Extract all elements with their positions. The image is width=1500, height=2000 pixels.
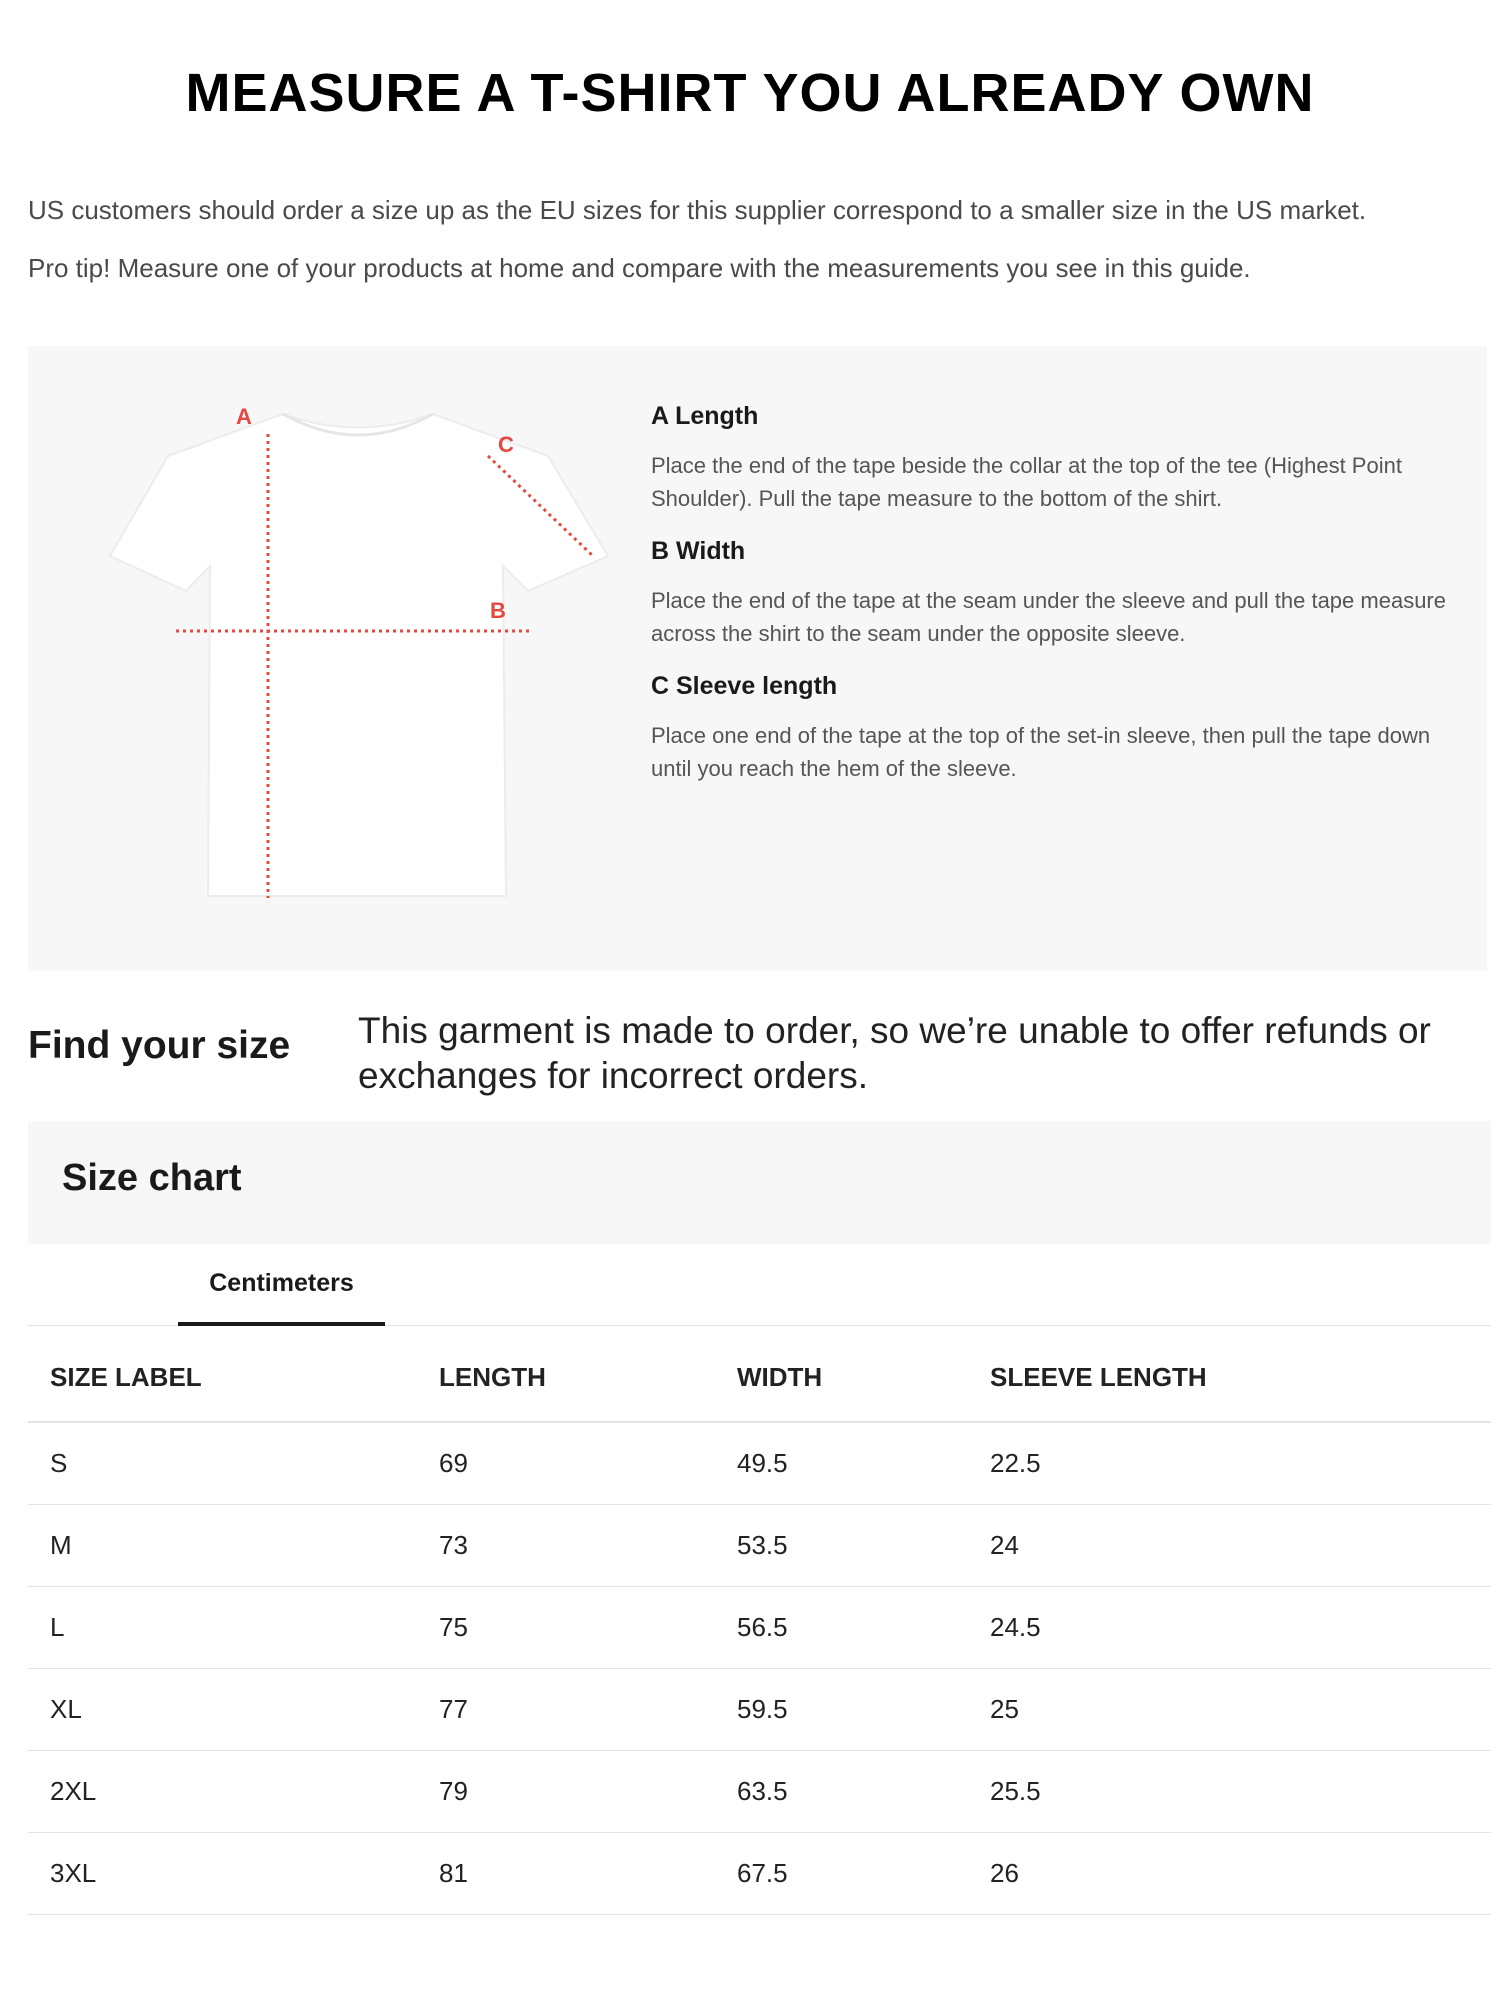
column-header-sleeve-length: SLEEVE LENGTH: [990, 1326, 1491, 1422]
cell-width: 63.5: [737, 1750, 990, 1832]
unit-tabs: [28, 1244, 1491, 1326]
tshirt-shape: [110, 414, 608, 896]
cell-width: 67.5: [737, 1832, 990, 1914]
size-chart-title: Size chart: [62, 1157, 242, 1199]
table-row: [28, 1422, 1491, 1504]
column-header-size-label: SIZE LABEL: [28, 1326, 439, 1422]
us-customers-note: US customers should order a size up as the EU sizes for this supplier correspond to a smaller size in the US market.: [28, 195, 1367, 225]
cell-size-label: 2XL: [28, 1750, 439, 1832]
cell-length: 75: [439, 1586, 737, 1668]
cell-sleeve-length: 22.5: [990, 1422, 1491, 1504]
label-c: C: [498, 432, 514, 457]
cell-width: 49.5: [737, 1422, 990, 1504]
sleeve-length-heading: C Sleeve length: [651, 672, 838, 700]
made-to-order-notice: This garment is made to order, so we’re unable to offer refunds or exchanges for incorrect orders.: [358, 1010, 1431, 1096]
column-header-length: LENGTH: [439, 1326, 737, 1422]
cell-width: 56.5: [737, 1586, 990, 1668]
cell-length: 77: [439, 1668, 737, 1750]
column-header-width: WIDTH: [737, 1326, 990, 1422]
cell-sleeve-length: 25: [990, 1668, 1491, 1750]
measurement-instructions: [651, 402, 1451, 807]
find-your-size-heading: Find your size: [28, 1024, 291, 1067]
table-row: [28, 1504, 1491, 1586]
cell-length: 69: [439, 1422, 737, 1504]
cell-size-label: M: [28, 1504, 439, 1586]
label-a: A: [236, 404, 252, 429]
table-header-row: [28, 1326, 1491, 1422]
length-description: Place the end of the tape beside the collar at the top of the tee (Highest Point Shoulder). Pull the tape measure to the bottom of the shirt.: [651, 453, 1402, 511]
table-row: [28, 1750, 1491, 1832]
label-b: B: [490, 598, 506, 623]
table-row: [28, 1668, 1491, 1750]
tab-centimeters[interactable]: Centimeters: [178, 1244, 385, 1326]
cell-sleeve-length: 24: [990, 1504, 1491, 1586]
cell-size-label: 3XL: [28, 1832, 439, 1914]
page-title: MEASURE A T-SHIRT YOU ALREADY OWN: [185, 63, 1315, 123]
cell-size-label: L: [28, 1586, 439, 1668]
length-heading: A Length: [651, 402, 759, 430]
cell-size-label: XL: [28, 1668, 439, 1750]
cell-size-label: S: [28, 1422, 439, 1504]
cell-width: 53.5: [737, 1504, 990, 1586]
width-heading: B Width: [651, 537, 746, 565]
size-table: [28, 1326, 1491, 1915]
table-row: [28, 1586, 1491, 1668]
width-description: Place the end of the tape at the seam under the sleeve and pull the tape measure across the shirt to the seam under the opposite sleeve.: [651, 588, 1446, 646]
cell-sleeve-length: 25.5: [990, 1750, 1491, 1832]
cell-length: 79: [439, 1750, 737, 1832]
cell-length: 81: [439, 1832, 737, 1914]
measurement-guide-panel: [28, 346, 1487, 971]
tshirt-diagram: [88, 386, 648, 926]
cell-sleeve-length: 24.5: [990, 1586, 1491, 1668]
cell-length: 73: [439, 1504, 737, 1586]
pro-tip: Pro tip! Measure one of your products at home and compare with the measurements you see in this guide.: [28, 253, 1251, 283]
table-row: [28, 1832, 1491, 1914]
cell-width: 59.5: [737, 1668, 990, 1750]
sleeve-length-description: Place one end of the tape at the top of the set-in sleeve, then pull the tape down until you reach the hem of the sleeve.: [651, 723, 1431, 781]
size-chart-header: [28, 1121, 1491, 1244]
cell-sleeve-length: 26: [990, 1832, 1491, 1914]
